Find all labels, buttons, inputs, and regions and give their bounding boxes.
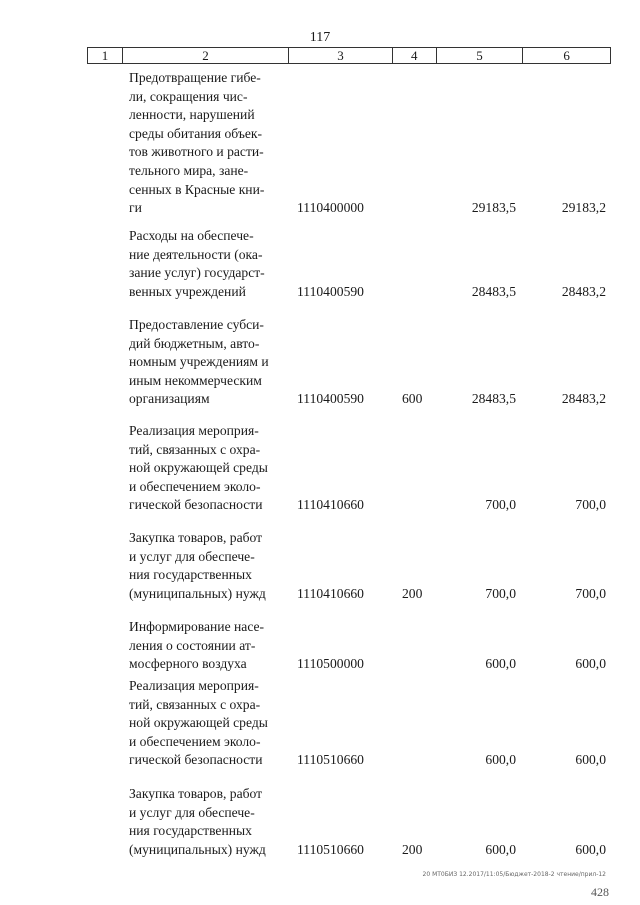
description-line: Реализация мероприя-: [129, 423, 259, 438]
description-line: гической безопасности: [129, 497, 263, 513]
description-line: тельного мира, зане-: [129, 162, 249, 178]
row-expense-type: 200: [402, 841, 423, 857]
description-line: Закупка товаров, работ: [129, 786, 263, 801]
description-line: ли, сокращения чис-: [129, 88, 248, 104]
footer-note: 20 МТ0БИЗ 12.2017/11:05/Бюджет-2018-2 чтение/прил-12: [422, 871, 606, 878]
description-line: мосферного воздуха: [129, 656, 247, 672]
description-line: и услуг для обеспече-: [129, 548, 255, 564]
column-3-header: 3: [289, 48, 393, 63]
description-line: Реализация мероприя-: [129, 678, 259, 693]
column-1-header: 1: [88, 48, 123, 63]
description-line: Информирование насе-: [129, 619, 265, 634]
row-expense-type: 600: [402, 391, 423, 407]
description-line: тий, связанных с охра-: [129, 696, 261, 712]
row-code: 1110510660: [297, 841, 364, 857]
row-value-col6: 700,0: [575, 497, 606, 513]
row-description: [129, 677, 287, 770]
row-expense-type: 200: [402, 585, 423, 601]
description-line: (муниципальных) нужд: [129, 841, 266, 857]
row-code: 1110400000: [297, 200, 364, 216]
column-5-header: 5: [437, 48, 524, 63]
row-value-col5: 700,0: [485, 497, 516, 513]
column-number-header: [87, 47, 611, 64]
description-line: Расходы на обеспече-: [129, 228, 254, 243]
row-value-col6: 600,0: [575, 841, 606, 857]
row-value-col6: 600,0: [575, 656, 606, 672]
row-value-col5: 600,0: [485, 656, 516, 672]
description-line: ной окружающей среды: [129, 715, 268, 731]
description-line: иным некоммерческим: [129, 372, 262, 388]
column-2-header: 2: [123, 48, 289, 63]
row-code: 1110400590: [297, 283, 364, 299]
description-line: ния государственных: [129, 823, 252, 839]
description-line: (муниципальных) нужд: [129, 585, 266, 601]
description-line: ги: [129, 200, 142, 216]
column-4-header: 4: [393, 48, 437, 63]
description-line: ления о состоянии ат-: [129, 637, 256, 653]
description-line: и обеспечением эколо-: [129, 478, 261, 494]
description-line: Предоставление субси-: [129, 317, 264, 332]
description-line: гической безопасности: [129, 752, 263, 768]
description-line: Закупка товаров, работ: [129, 530, 263, 545]
row-value-col6: 600,0: [575, 752, 606, 768]
description-line: ленности, нарушений: [129, 107, 255, 123]
row-value-col5: 600,0: [485, 752, 516, 768]
row-code: 1110410660: [297, 497, 364, 513]
row-description: [129, 422, 287, 515]
description-line: и обеспечением эколо-: [129, 733, 261, 749]
row-code: 1110410660: [297, 585, 364, 601]
row-value-col5: 28483,5: [471, 283, 516, 299]
row-value-col6: 28483,2: [561, 391, 606, 407]
description-line: и услуг для обеспече-: [129, 804, 255, 820]
row-description: [129, 227, 287, 301]
row-description: [129, 316, 287, 409]
column-6-header: 6: [563, 48, 570, 63]
description-line: ния государственных: [129, 567, 252, 583]
row-value-col6: 29183,2: [561, 200, 606, 216]
description-line: ние деятельности (ока-: [129, 246, 263, 262]
row-code: 1110510660: [297, 752, 364, 768]
row-description: [129, 529, 287, 603]
description-line: венных учреждений: [129, 283, 246, 299]
description-line: дий бюджетным, авто-: [129, 335, 260, 351]
row-value-col6: 700,0: [575, 585, 606, 601]
row-code: 1110500000: [297, 656, 364, 672]
description-line: ной окружающей среды: [129, 460, 268, 476]
row-description: [129, 618, 287, 674]
row-description: [129, 785, 287, 859]
row-value-col6: 28483,2: [561, 283, 606, 299]
description-line: Предотвращение гибе-: [129, 70, 261, 85]
row-value-col5: 600,0: [485, 841, 516, 857]
description-line: сенных в Красные кни-: [129, 181, 265, 197]
row-value-col5: 700,0: [485, 585, 516, 601]
row-code: 1110400590: [297, 391, 364, 407]
description-line: зание услуг) государст-: [129, 265, 265, 281]
row-value-col5: 29183,5: [471, 200, 516, 216]
description-line: среды обитания объек-: [129, 125, 263, 141]
page-number: 117: [309, 30, 331, 45]
description-line: организациям: [129, 391, 210, 407]
description-line: тий, связанных с охра-: [129, 441, 261, 457]
footer-page-number: 428: [591, 885, 609, 899]
row-description: [129, 69, 287, 218]
description-line: номным учреждениям и: [129, 354, 269, 370]
description-line: тов животного и расти-: [129, 144, 264, 160]
row-value-col5: 28483,5: [471, 391, 516, 407]
